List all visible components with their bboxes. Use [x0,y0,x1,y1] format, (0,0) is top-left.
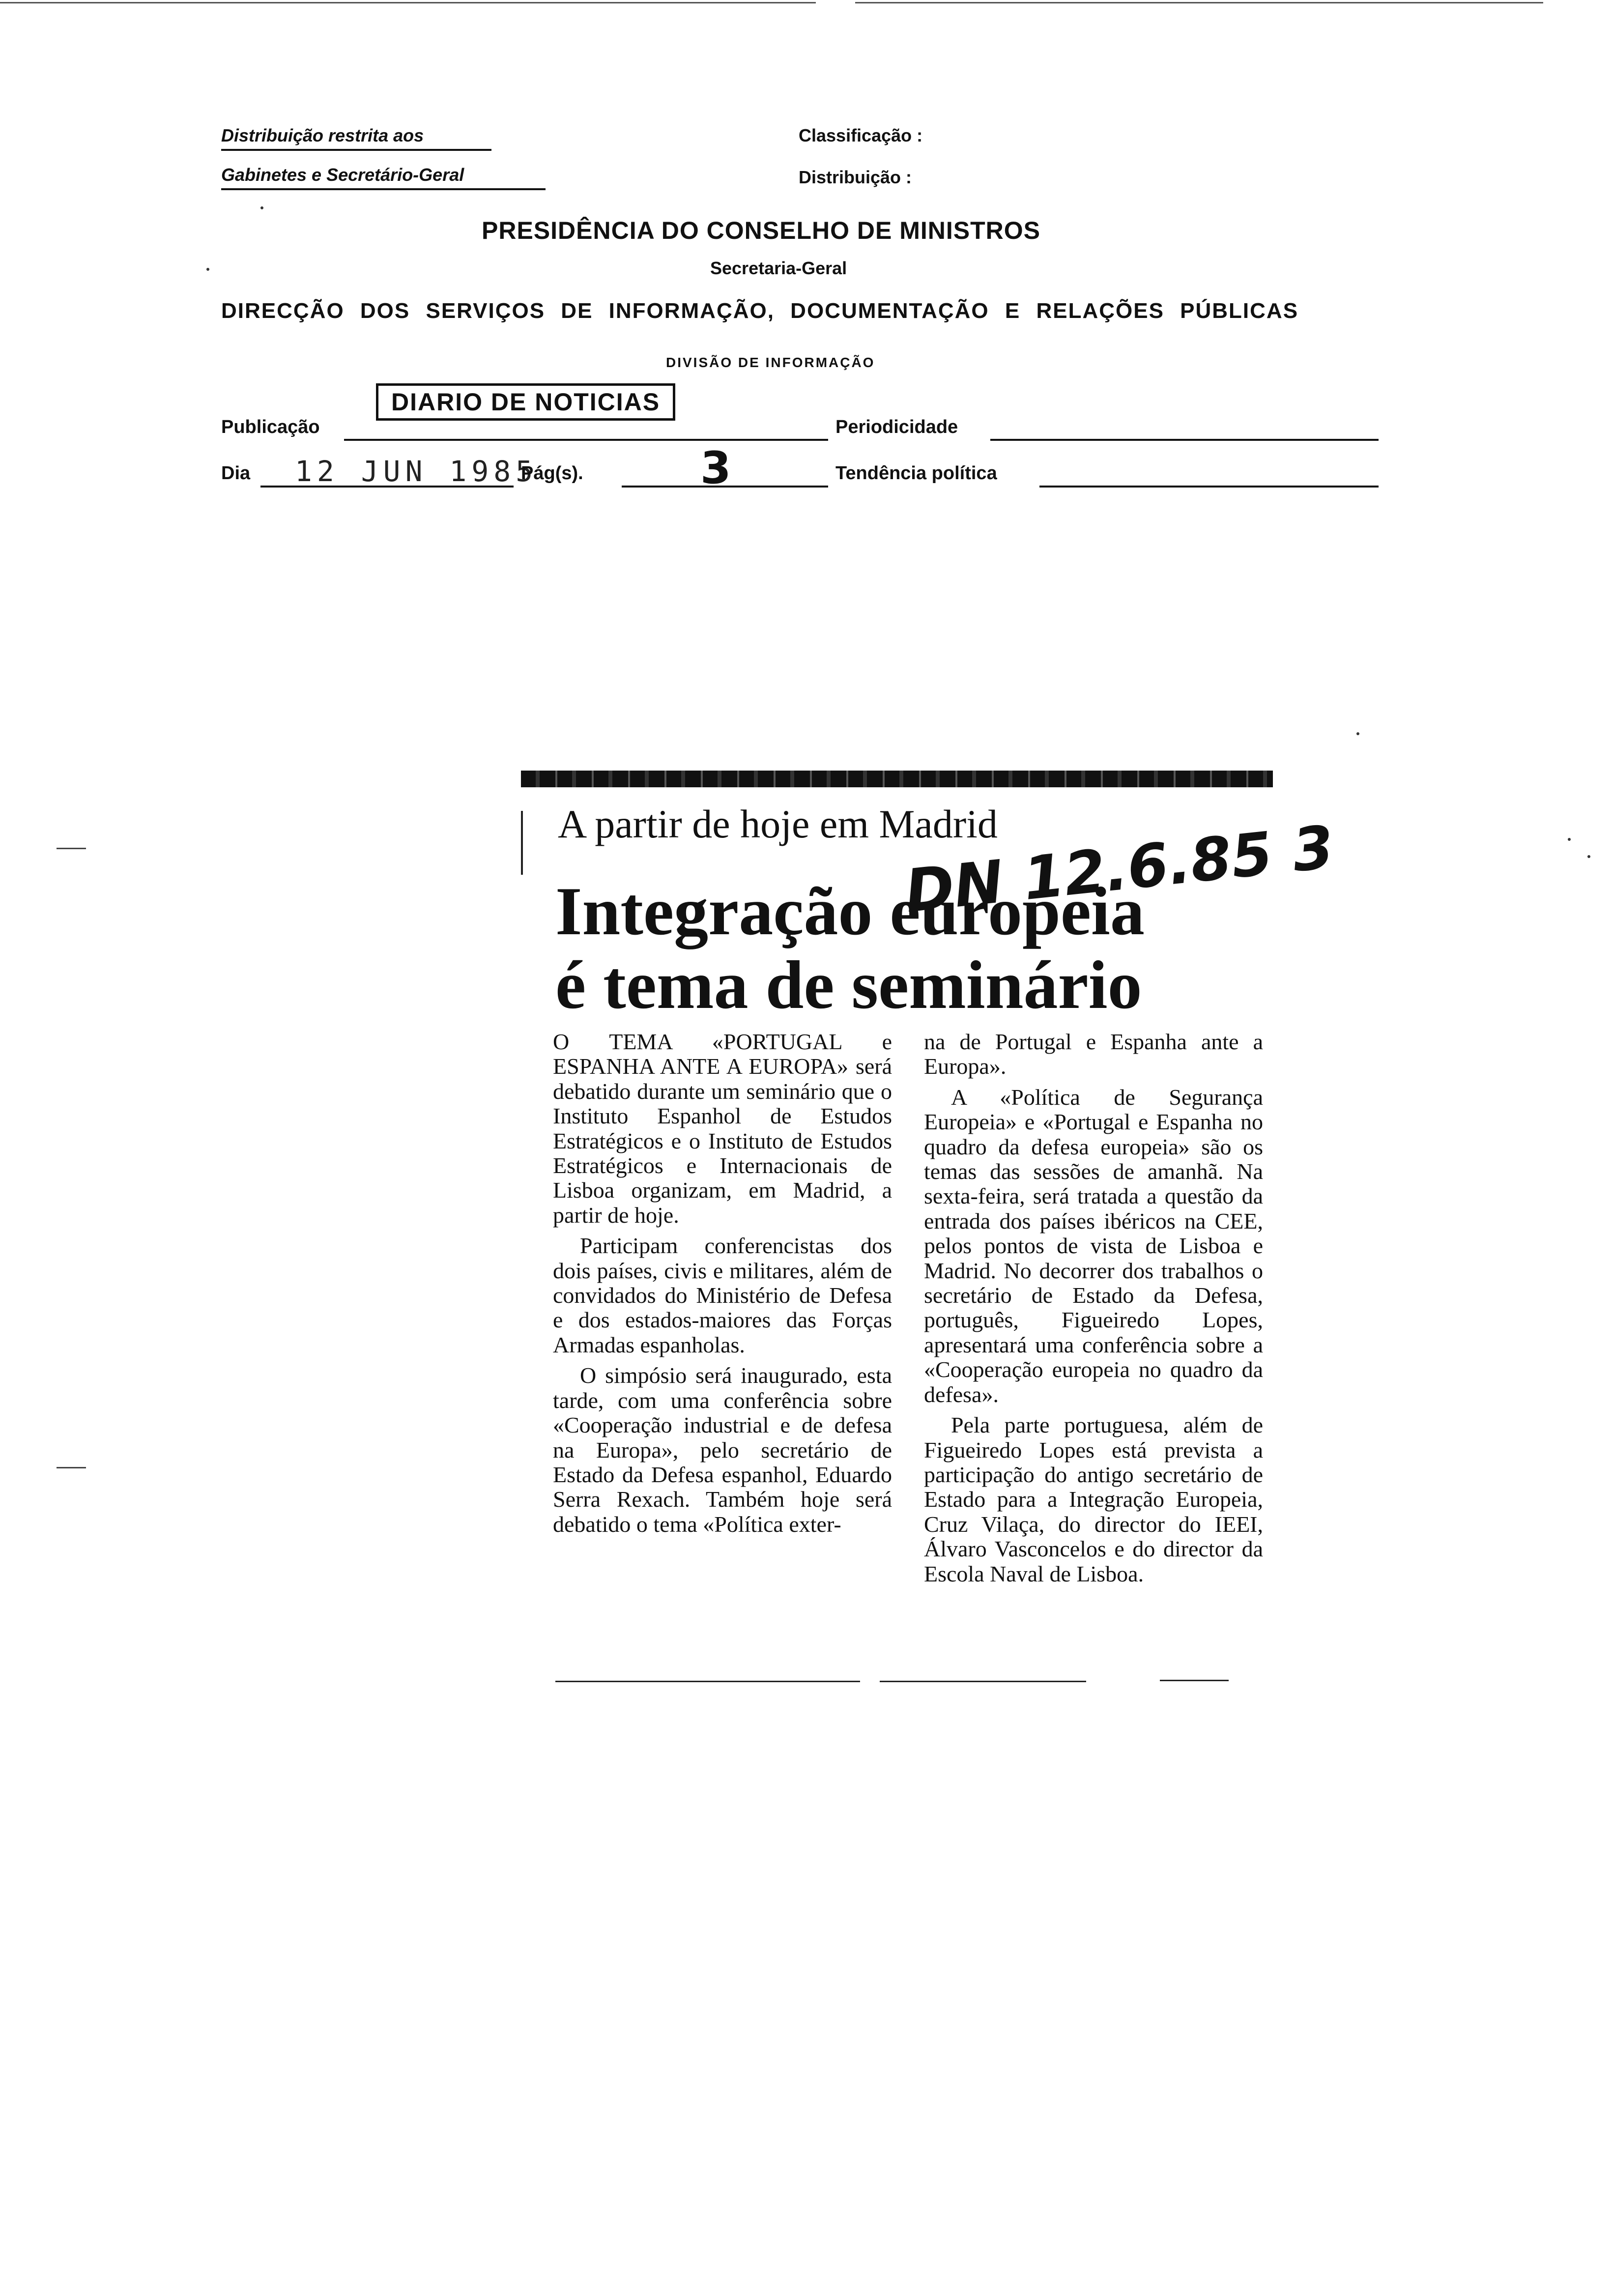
article-paragraph: O TEMA «PORTUGAL e ESPANHA ANTE A EUROPA» será debatido durante um seminário que o Instituto Espanhol de Estudos Estratégicos e o Instituto de Estudos Estratégicos e Internacionais de Lisboa organizam, em Madrid, a partir de hoje. [553,1029,892,1228]
article-kicker: A partir de hoje em Madrid [558,802,998,846]
scan-speck [1587,855,1590,858]
political-tendency-label: Tendência política [835,463,997,484]
article-column-2 [924,1030,1263,1592]
article-paragraph: A «Política de Segurança Europeia» e «Portugal e Espanha no quadro da defesa europeia» são os temas das sessões de amanhã. Na sexta-feira, será tratada a questão da entrada dos países ibéricos na CEE, pelos pontos de vista de Lisboa e Madrid. No decorrer dos trabalhos o secretário de Estado da Defesa, português, Figueiredo Lopes, apresentará uma conferência sobre a «Cooperação europeia no quadro da defesa». [924,1084,1263,1407]
article-margin-mark [521,811,523,875]
article-paragraph: Participam conferencistas dos dois países, civis e militares, além de convidados do Ministério de Defesa e dos estados-maiores das Forças Armadas espanholas. [553,1233,892,1357]
pages-label: Pág(s). [521,463,583,484]
article-headline-line1: Integração europeia [555,873,1145,949]
distribution-label: Distribuição : [799,167,912,187]
article-top-rule [521,771,1273,787]
scan-speck [206,268,209,271]
directorate-title: DIRECÇÃO DOS SERVIÇOS DE INFORMAÇÃO, DOCUMENTAÇÃO E RELAÇÕES PÚBLICAS [221,299,1299,323]
handwritten-annotation: DN 12.6.85 3 [902,813,1337,926]
article-column-1 [553,1030,892,1543]
article-bottom-rule [1160,1680,1229,1681]
article-bottom-rule [555,1681,860,1682]
publication-label: Publicação [221,417,320,437]
article-paragraph: O simpósio será inaugurado, esta tarde, com uma conferência sobre «Cooperação industrial e de defesa na Europa», pelo secretário de Estado da Defesa espanhol, Eduardo Serra Rexach. Também hoje será debatido o tema «Política exter- [553,1363,892,1537]
article-paragraph: na de Portugal e Espanha ante a Europa». [924,1029,1263,1079]
restricted-distribution-line2: Gabinetes e Secretário-Geral [221,165,546,190]
day-stamp-value: 12 JUN 1985 [295,455,538,488]
periodicity-label: Periodicidade [835,417,958,437]
scan-speck [1356,732,1359,735]
restricted-distribution-line1: Distribuição restrita aos [221,125,491,151]
political-tendency-fill-line [1039,486,1379,488]
secretariat-title: Secretaria-Geral [710,258,847,278]
publication-fill-line [344,439,828,441]
periodicity-fill-line [990,439,1379,441]
scan-edge-line [0,2,816,3]
scan-mark [57,1467,86,1468]
scan-mark [57,848,86,849]
ministry-title: PRESIDÊNCIA DO CONSELHO DE MINISTROS [482,217,1041,244]
day-label: Dia [221,463,251,484]
article-headline-line2: é tema de seminário [555,947,1142,1023]
scan-edge-line [855,2,1543,3]
article-paragraph: Pela parte portuguesa, além de Figueiredo Lopes está prevista a participação do antigo secretário de Estado para a Integração Europeia, Cruz Vilaça, do director do IEEI, Álvaro Vasconcelos e do director da Escola Naval de Lisboa. [924,1412,1263,1586]
classification-label: Classificação : [799,125,923,145]
scan-speck [1568,838,1571,841]
article-bottom-rule [880,1681,1086,1682]
division-title: DIVISÃO DE INFORMAÇÃO [666,355,875,370]
scan-speck [260,206,263,209]
pages-handwritten-value: 3 [700,442,731,494]
publication-stamp: DIARIO DE NOTICIAS [376,383,675,421]
